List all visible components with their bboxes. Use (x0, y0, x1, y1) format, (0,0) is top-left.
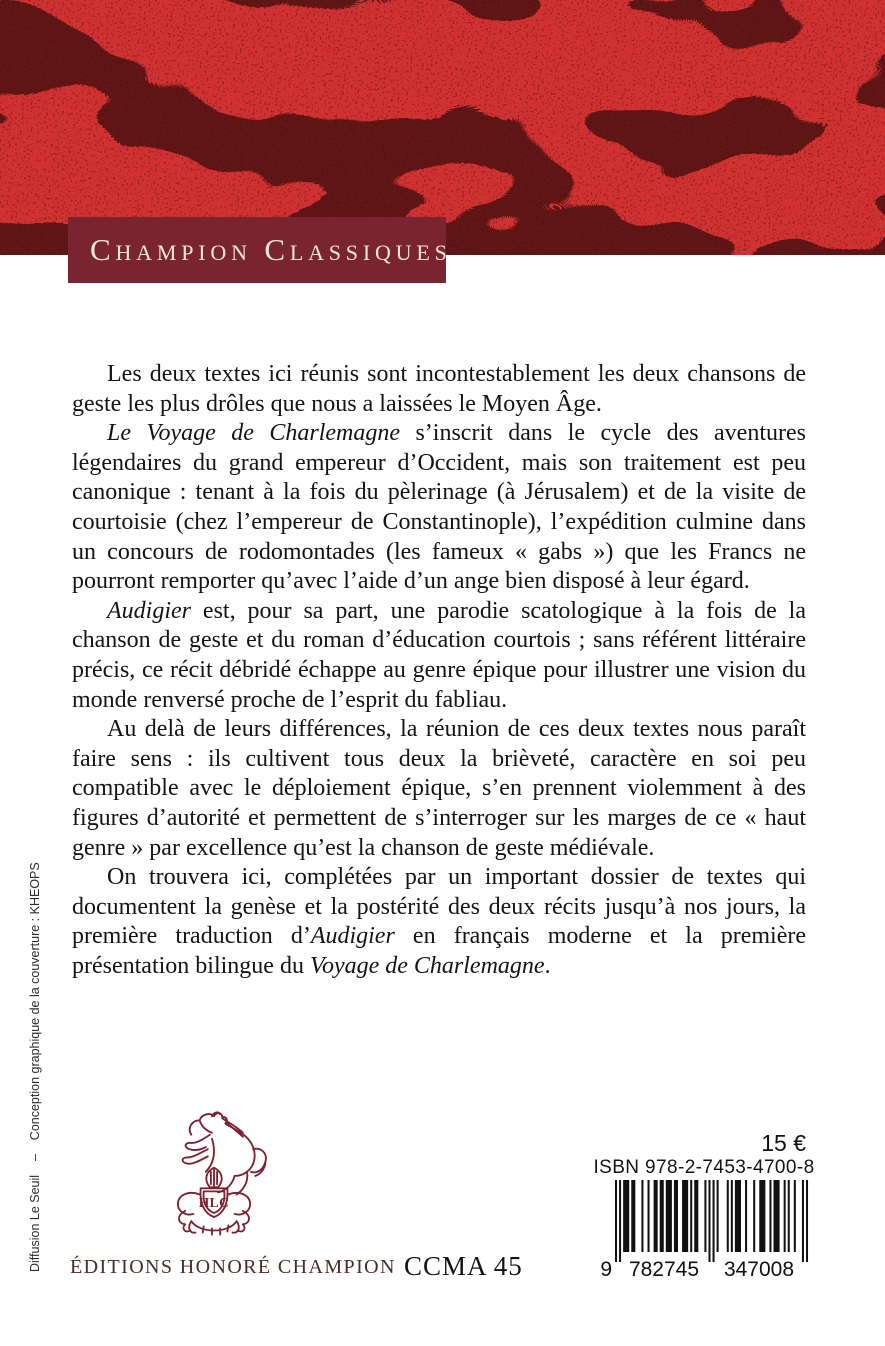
paragraph: Le Voyage de Charlemagne s’inscrit dans le cycle des aventures légendaires du grand empereur d’Occident, mais son traitement est peu canonique : tenant à la fois du pèlerinage (à Jérusalem) et de la visite de courtoisie (chez l’empereur de Constantinople), l’expédition culmine dans un concours de rodomontades (les fameux « gabs ») que les Francs ne pourront remporter qu’avec l’aide d’un ange bien disposé à leur égard. (72, 420, 806, 595)
isbn-label: ISBN 978-2-7453-4700-8 (593, 1157, 815, 1178)
barcode-bars (615, 1180, 808, 1262)
paragraph: On trouvera ici, complétées par un important dossier de textes qui documentent la genèse et la postérité des deux récits jusqu’à nos jours, la première traduction d’Audigier en français moderne et la première présentation bilingue du Voyage de Charlemagne. (72, 864, 806, 979)
spine-credit: Diffusion Le Seuil – Conception graphique de la couverture : KHEOPS (28, 862, 42, 1272)
barcode-digits-right: 347008 (723, 1258, 795, 1280)
publisher-name: ÉDITIONS HONORÉ CHAMPION (70, 1256, 396, 1278)
paragraph: Audigier est, pour sa part, une parodie scatologique à la fois de la chanson de geste et du roman d’éducation courtois ; sans référent littéraire précis, ce récit débridé échappe au genre épique pour illustrer une vision du monde renversé proche de l’esprit du fabliau. (72, 597, 806, 713)
collection-banner (68, 217, 452, 283)
paragraph: Les deux textes ici réunis sont incontestablement les deux chansons de geste les plus drôles que nous a laissées le Moyen Âge. (72, 361, 806, 417)
barcode-digit-first: 9 (600, 1258, 612, 1280)
logo-initials: HLC (198, 1194, 230, 1210)
paragraph: Au delà de leurs différences, la réunion de ces deux textes nous paraît faire sens : ils cultivent tous deux la brièveté, caractère en soi peu compatible avec le déploiement épique, s’en prennent violemment à des figures d’autorité et permettent de s’interroger sur les marges de ce « haut genre » par excellence qu’est la chanson de geste médiévale. (72, 716, 806, 861)
barcode-digits-left: 782745 (628, 1258, 700, 1280)
price-label: 15 € (761, 1130, 806, 1156)
collection-banner-label: Champion Classiques (90, 232, 452, 267)
back-cover-paragraphs (72, 360, 806, 981)
publisher-logo (150, 1108, 278, 1248)
barcode (590, 1178, 814, 1280)
series-label: CCMA 45 (404, 1251, 523, 1281)
horse-icon (183, 1112, 266, 1194)
